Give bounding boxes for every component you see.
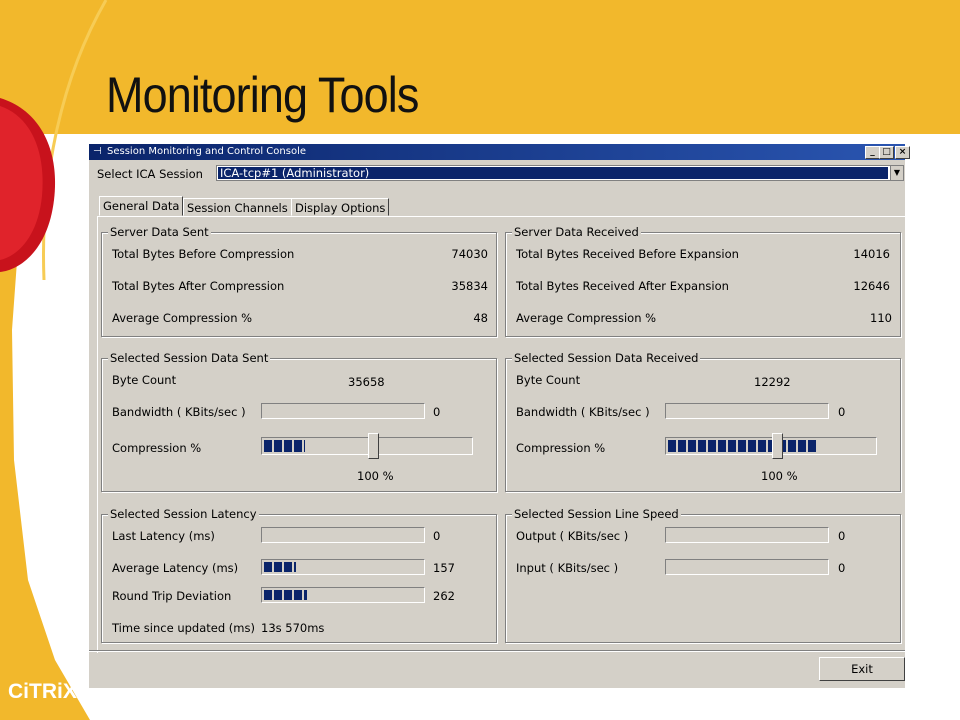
- session-data-received-group: [505, 351, 901, 492]
- input-speed-value: 0: [838, 561, 846, 575]
- avg-compression-label: Average Compression %: [112, 311, 253, 325]
- average-latency-bar-fill: [264, 562, 296, 572]
- compression-slider-thumb[interactable]: [772, 433, 783, 459]
- bandwidth-label: Bandwidth ( KBits/sec ): [112, 405, 246, 419]
- last-latency-label: Last Latency (ms): [112, 529, 215, 543]
- compression-slider-track: [261, 437, 473, 455]
- bytes-before-compression-value: 74030: [451, 247, 488, 261]
- server-data-sent-group: [101, 225, 497, 337]
- bytes-after-compression-value: 35834: [451, 279, 488, 293]
- average-latency-bar: [261, 559, 425, 575]
- compression-slider-track: [665, 437, 877, 455]
- last-latency-bar: [261, 527, 425, 543]
- output-speed-bar: [665, 527, 829, 543]
- compression-marker-label: 100 %: [761, 469, 798, 483]
- bandwidth-bar: [261, 403, 425, 419]
- byte-count-label: Byte Count: [112, 373, 177, 387]
- bandwidth-bar: [665, 403, 829, 419]
- avg-compression-label: Average Compression %: [516, 311, 657, 325]
- output-speed-label: Output ( KBits/sec ): [516, 529, 629, 543]
- bytes-before-compression-label: Total Bytes Before Compression: [112, 247, 295, 261]
- slide-title: Monitoring Tools: [106, 67, 419, 123]
- app-icon: ⊣: [93, 146, 102, 157]
- close-button[interactable]: ×: [895, 146, 910, 159]
- session-monitor-window: [89, 144, 905, 688]
- group-title: Selected Session Line Speed: [514, 507, 679, 521]
- session-select[interactable]: [216, 165, 904, 181]
- group-title: Selected Session Data Received: [514, 351, 699, 365]
- group-title: Server Data Sent: [110, 225, 209, 239]
- server-data-received-group: [505, 225, 901, 337]
- select-session-label: Select ICA Session: [97, 167, 203, 181]
- group-title: Server Data Received: [514, 225, 639, 239]
- window-titlebar[interactable]: [89, 144, 905, 160]
- tab-general-data[interactable]: General Data: [99, 196, 183, 216]
- bandwidth-value: 0: [838, 405, 846, 419]
- compression-bar-fill: [264, 440, 305, 452]
- chevron-down-icon[interactable]: ▼: [890, 166, 903, 180]
- window-title: Session Monitoring and Control Console: [107, 146, 307, 157]
- tab-session-channels[interactable]: Session Channels: [183, 198, 292, 216]
- round-trip-deviation-label: Round Trip Deviation: [112, 589, 232, 603]
- compression-label: Compression %: [516, 441, 606, 455]
- bandwidth-value: 0: [433, 405, 441, 419]
- avg-compression-value: 48: [473, 311, 488, 325]
- round-trip-deviation-bar: [261, 587, 425, 603]
- compression-label: Compression %: [112, 441, 202, 455]
- byte-count-value: 35658: [348, 375, 385, 389]
- output-speed-value: 0: [838, 529, 846, 543]
- time-since-updated-label: Time since updated (ms): [112, 621, 255, 635]
- avg-compression-value: 110: [870, 311, 892, 325]
- exit-button[interactable]: Exit: [819, 657, 905, 681]
- compression-marker-label: 100 %: [357, 469, 394, 483]
- round-trip-deviation-bar-fill: [264, 590, 307, 600]
- group-title: Selected Session Data Sent: [110, 351, 269, 365]
- byte-count-label: Byte Count: [516, 373, 581, 387]
- compression-bar-fill: [668, 440, 816, 452]
- average-latency-label: Average Latency (ms): [112, 561, 239, 575]
- input-speed-bar: [665, 559, 829, 575]
- session-latency-group: [101, 507, 497, 643]
- average-latency-value: 157: [433, 561, 455, 575]
- input-speed-label: Input ( KBits/sec ): [516, 561, 619, 575]
- byte-count-value: 12292: [754, 375, 791, 389]
- compression-slider-thumb[interactable]: [368, 433, 379, 459]
- bandwidth-label: Bandwidth ( KBits/sec ): [516, 405, 650, 419]
- bottom-separator: [89, 650, 905, 652]
- bytes-after-expansion-value: 12646: [853, 279, 890, 293]
- citrix-logo: CiTRiX: [8, 680, 77, 703]
- session-data-sent-group: [101, 351, 497, 492]
- last-latency-value: 0: [433, 529, 441, 543]
- maximize-button[interactable]: □: [879, 146, 894, 159]
- bytes-before-expansion-value: 14016: [853, 247, 890, 261]
- time-since-updated-value: 13s 570ms: [261, 621, 325, 635]
- session-select-value: ICA-tcp#1 (Administrator): [218, 167, 888, 179]
- group-title: Selected Session Latency: [110, 507, 257, 521]
- tab-display-options[interactable]: Display Options: [291, 198, 389, 216]
- bytes-before-expansion-label: Total Bytes Received Before Expansion: [516, 247, 739, 261]
- session-line-speed-group: [505, 507, 901, 643]
- round-trip-deviation-value: 262: [433, 589, 455, 603]
- bytes-after-compression-label: Total Bytes After Compression: [112, 279, 285, 293]
- minimize-button[interactable]: _: [865, 146, 880, 159]
- bytes-after-expansion-label: Total Bytes Received After Expansion: [516, 279, 729, 293]
